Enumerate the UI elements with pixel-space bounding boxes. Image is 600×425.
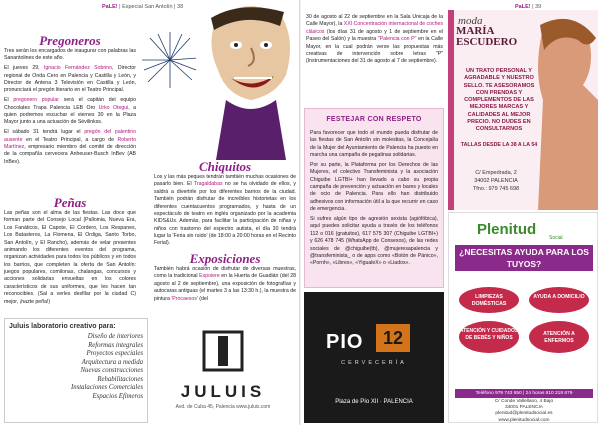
juluis-headline: Juluis laboratorio creativo para: (9, 323, 116, 330)
juluis-brand: JULUIS (180, 382, 266, 401)
respeto-title: FESTEJAR CON RESPETO (326, 116, 422, 123)
moda-sizes: TALLAS DESDE LA 38 A LA 54 (460, 142, 538, 148)
chiquitos-p1: Los y las más peques tendrán también muchas ocasiones de pasarlo bien. El Tragaldabas no se ha olvidado de ellos, y saldrá a divertirle por los diferentes barrios de la ciudad. También podrán disfrutar de increíbles historietas en los diferentes cuentacuentos programados, y hasta de un espectáculo de teatro en inglés organizado por la academia KIDS&Us. Además, para facilitar la participación de niñas y niños con trastorno del espectro autista, el día 30 tendrá lugar la 'Feria sin ruido' (de 18:00 a 20:00 horas en el Recinto Ferial). (154, 174, 296, 247)
pio12-brand: PIO (326, 331, 364, 353)
plenitud-service-childcare: ATENCIÓN Y CUIDADOS DE BEBÉS Y NIÑOS (459, 321, 519, 353)
tragaldabas-illustration (196, 0, 299, 160)
respeto-p3: Si sufres algún tipo de agresión sexista (agiófóbica), aquí puedes solicitar ayuda a través de los teléfonos 112 o 016 (gratuitos), 617 575 307 (Chiguibe LGTBI+) y 626 478 745 (WhatsApp de Consexos), de las redes sociales de @chiguibe(tb), @mujeresapalencia y @transfeminista_ o de apps como «Botón de Pánico», «Pornh», «Libres», «YigualeX» o «Liados». (310, 216, 438, 267)
pio12-ad[interactable] (304, 292, 444, 423)
juluis-service-item: Nuevas construcciones (80, 367, 143, 374)
plenitud-ad[interactable] (448, 212, 598, 423)
right-header-brand: PaLE! (515, 4, 531, 10)
exposiciones-p1: También habrá ocasión de disfrutar de diversas muestras, como la tradicional Expoiere en la Huerta de Guadián (del 28 agosto al 2 de septiembre), una exposición de fotografías y autocaras antiguas (el martes 3 a las 13:30 h.), la muestra de pintura 'Procaesos' (del (154, 266, 296, 302)
pio12-sub: CERVECERÍA (341, 360, 407, 366)
juluis-logo-icon (198, 326, 248, 376)
plenitud-service-sick-care: ATENCIÓN A ENFERMOS (529, 321, 589, 353)
pio12-number: 12 (376, 324, 410, 352)
plenitud-phone: Teléfono 979 743 650 | 24 horas 610 218 679 (455, 389, 593, 398)
juluis-logo-ad[interactable] (150, 318, 296, 423)
respeto-p1: Para favorecer que todo el mundo pueda disfrutar de las fiestas de San Antolín sin molestias, la Concejalía de la Mujer del Ayuntamiento de Palencia ha puesto en marcha una campaña de pegatinas solidarias. (310, 129, 438, 159)
left-header-section: | Especial San Antolín | 38 (119, 4, 184, 10)
pregoneros-p2: El jueves 29, Ignacio Fernández Sobrino, Director regional de Onda Cero en Palencia y Castilla y León, y Director de Antena 3 Televisión en Castilla y León, pronunciará el pregón literario en el Teatro Principal. (4, 65, 136, 94)
pio12-address: Plaza de Pío XII · PALENCIA (335, 399, 413, 405)
penas-p1: Las peñas son el alma de las fiestas. Las doce que forman parte del Consejo Local (Palloinia, Nueva Era, Los Fanáticos, El Capote, El Cordero, Los Respanes, Los Batasteros, La Flomena, El Ordiga, Santo Torbo, San Antolín, y El Rancho), además de velar presentes animando los diferentes eventos del programa, organizan actividades para todos los públicos y en todos los barrios, que completen la oferta de San Antolín: juegos populares, comilonas, chalangas, concursos y acciones solidarias envueltas en los colores característicos de sus uniformes, que les hacen tan reconocibles. (Sal a verles desfilar por la ciudad C) mejor, ¡hazte peña!) (4, 210, 136, 305)
pregoneros-title: Pregoneros (39, 33, 101, 48)
juluis-services (5, 333, 143, 401)
plenitud-contact: C/ Conde Vallellano, 4 Bajo 34001 PALENCIA plenitud@plenitudsocial.es www.plenitudsocial.com (494, 399, 554, 423)
chiquitos-article (154, 160, 296, 250)
plenitud-headline: ¿NECESITAS AYUDA PARA LOS TUYOS? (455, 245, 593, 271)
juluis-address: Avd. de Cuba 45, Palencia www.juluis.com (175, 404, 271, 410)
juluis-service-item: Espacios Efímeros (92, 392, 143, 400)
respeto-p2: Por su parte, la Plataforma por los Derechos de las Mujeres, el colectivo Transfeminista y la asociación Chiguibe LGTBI+ han llevado a cabo su propia campaña de prevención y actuación en bares y locales de ocio de Palencia. Para ello han distribuido adhesivos con información útil a la que recurrir en caso de emergencia. (310, 161, 438, 213)
fireworks-illustration (140, 30, 200, 90)
juluis-service-item: Arquitectura a medida (81, 358, 143, 366)
exposiciones-continued (306, 14, 443, 68)
continued-p1: 30 de agosto al 22 de septiembre en la Sala Unicaja de la Calle Mayor), la XXI Concentración internacional de coches clásicos (los días 31 de agosto y 1 de septiembre en el Paseo del Salón) y la muestra "Palencia con P" en la Calle Mayor, en la cual podrán verse las propuestas más creativas de intervención sobre letras "P" (Instrumentaciones del 31 de agosto al 7 de septiembre). (306, 14, 443, 65)
juluis-ad[interactable] (4, 318, 148, 423)
chiquitos-title: Chiquitos (198, 159, 252, 174)
juluis-service-item: Instalaciones Comerciales (70, 384, 143, 391)
respeto-box (304, 108, 444, 288)
juluis-service-item: Diseño de interiores (87, 333, 143, 340)
plenitud-brand: Plenitud (477, 221, 537, 238)
penas-article (4, 196, 136, 308)
moda-ad[interactable] (448, 10, 598, 210)
plenitud-service-home-help: AYUDA A DOMICILIO (529, 287, 589, 313)
column-left (4, 34, 136, 169)
plenitud-service-cleaning: LIMPIEZAS DOMÉSTICAS (459, 287, 519, 313)
moda-brand-top: moda (458, 15, 483, 27)
pregoneros-p4: El sábado 31 tendrá lugar el pregón del palentino ausente en el Teatro Principal, a cargo de Roberto Martínez, empresario miembro del comité de dirección de la compañía cervecera Anheuser-Busch InBev (AB InBev). (4, 129, 136, 165)
exposiciones-title: Exposiciones (189, 251, 261, 266)
left-header-brand: PaLE! (102, 4, 118, 10)
right-header-page: | 39 (532, 4, 542, 10)
moda-slogan: UN TRATO PERSONAL Y AGRADABLE Y NUESTRO SELLO. TE ASESORAMOS CON PRENDAS Y COMPLEMENTOS DE LAS MEJORES MARCAS Y CALIDADES AL MEJOR PRECIO. NO DUDES EN CONSULTARNOS (463, 68, 535, 133)
juluis-service-item: Proyectos especiales (86, 350, 143, 357)
juluis-service-item: Reformas integrales (88, 341, 143, 349)
pregoneros-intro: Tres serán los encargados de inaugurar con palabras las Sanantolines de este año. (4, 48, 136, 62)
pregoneros-p3: El pregonero popular será el capitán del equipo Chocolates Trapa Palencia LEB Oro Urko Otegui, a quien podremos escuchar el viernes 30 en la Plaza Mayor junto a una actuación de Sévilinkss. (4, 97, 136, 126)
juluis-service-item: Rehabilitaciones (97, 375, 143, 383)
page-fold (299, 0, 301, 425)
moda-address: C/ Empedrada, 2 34002 PALENCIA Tfno.: 979 745 698 (472, 170, 520, 192)
penas-title: Peñas (53, 195, 87, 210)
plenitud-brand-sub: Social (549, 235, 563, 241)
exposiciones-article (154, 252, 296, 305)
moda-brand: MARÍA ESCUDERO (456, 25, 518, 48)
